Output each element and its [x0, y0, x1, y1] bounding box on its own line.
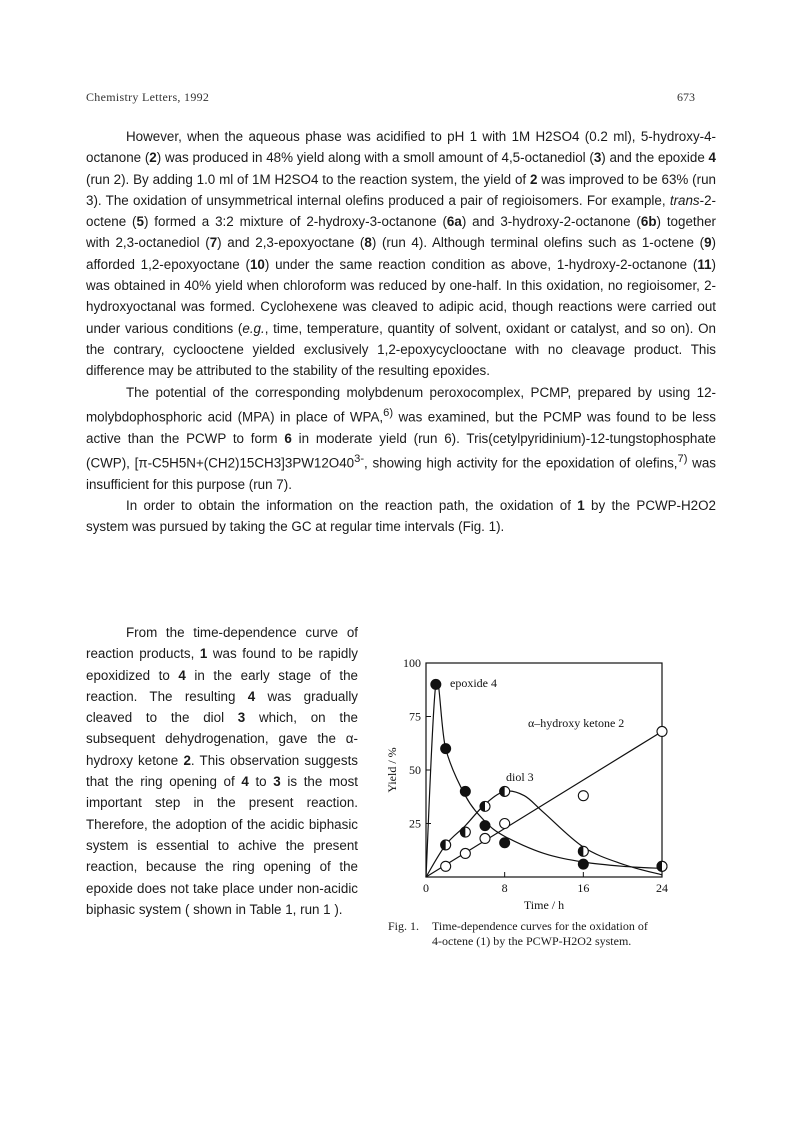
reference-mark: 6) [383, 406, 394, 419]
reference-mark: 7) [677, 452, 688, 465]
compound-number: 2 [183, 752, 191, 768]
text-run: (run 2). By adding 1.0 ml of 1M H2SO4 to the reaction system, the yield of [86, 171, 530, 187]
left-column-text [86, 622, 358, 920]
text-run: ) and the epoxide [601, 150, 709, 166]
y-axis-label: Yield / % [385, 747, 399, 793]
main-text [86, 126, 716, 538]
compound-number: 11 [697, 256, 712, 272]
text-run: , showing high activity for the epoxidation of olefins, [364, 455, 678, 471]
data-point-filled [500, 838, 510, 848]
paragraph-4 [86, 622, 358, 920]
annotation-hydroxy-ketone: α–hydroxy ketone 2 [528, 716, 625, 730]
time-dependence-chart [380, 655, 710, 915]
text-run: to [248, 774, 274, 790]
compound-number: 4 [178, 667, 186, 683]
text-run: was insufficient for this purpose (run 7). [86, 455, 716, 492]
text-run: in the early stage of the reaction. The resulting [86, 667, 358, 704]
compound-number: 1 [199, 646, 208, 662]
x-tick-label: 8 [501, 881, 508, 895]
journal-header: Chemistry Letters, 1992 [86, 90, 210, 104]
compound-number: 4 [708, 150, 716, 166]
text-run: is the most important step in the present reaction. Therefore, the adoption of the acidic biphasic system is essential to achive the present reaction, because the ring opening of the epoxide does not take place under non-acidic biphasic system ( shown in Table 1, run 1 ). [86, 774, 358, 917]
text-run: which, on the subsequent dehydrogenation, gave the α-hydroxy ketone [86, 710, 358, 768]
text-run: , time, temperature, quantity of solvent, oxidant or catalyst, and so on). On the contrary, cyclooctene yielded exclusively 1,2-epoxycyclooctane with no cleavage product. This difference may be attributed to the stability of the resulting epoxides. [86, 320, 716, 379]
x-tick-label: 16 [577, 881, 590, 895]
text-run: ) and 3-hydroxy-2-octanone ( [461, 214, 641, 230]
data-point-open [657, 726, 667, 736]
compound-number: 4 [241, 774, 249, 790]
plot-frame [426, 663, 662, 877]
compound-number: 3 [237, 710, 246, 726]
page-number: 673 [677, 90, 695, 104]
data-point-filled [578, 859, 588, 869]
text-run: . This observation suggests that the ring opening of [86, 752, 358, 790]
compound-number: 2 [529, 171, 538, 187]
text-run: In order to obtain the information on the reaction path, the oxidation of [126, 497, 578, 513]
text-run: was found to be rapidly epoxidized to [86, 646, 358, 683]
text-run: ) and 2,3-epoxyoctane ( [217, 235, 365, 251]
compound-number: 6b [640, 214, 657, 230]
text-run: ) (run 4). Although terminal olefins such as 1-octene ( [371, 235, 705, 251]
text-run: The potential of the corresponding molybdenum peroxocomplex, PCMP, prepared by using 12-molybdophosphoric acid (MPA) in place of WPA, [86, 384, 716, 425]
text-run: ) formed a 3:2 mixture of 2-hydroxy-3-octanone ( [143, 214, 447, 230]
text-run: ) was produced in 48% yield along with a smoll amount of 4,5-octanediol ( [156, 150, 594, 166]
paragraph-1 [86, 126, 716, 382]
compound-number: 4 [247, 688, 256, 704]
series-curve [426, 680, 662, 877]
y-tick-label: 25 [409, 816, 421, 831]
italic-term: trans [669, 192, 700, 208]
compound-number: 7 [209, 235, 218, 251]
paragraph-3 [86, 495, 716, 538]
italic-term: e.g. [242, 320, 265, 336]
figure-label: Fig. 1. [388, 919, 420, 933]
text-run: From the time-dependence curve of reaction products, [86, 625, 358, 662]
caption-line-1: Time-dependence curves for the oxidation of [432, 919, 648, 933]
figure-caption [388, 919, 710, 949]
figure-1 [380, 655, 710, 965]
compound-number: 3 [273, 774, 281, 790]
text-run: was examined, but the PCMP was found to be less active than the PCWP to form [86, 409, 716, 446]
data-point-open [460, 848, 470, 858]
text-run: ) together with 2,3-octanediol ( [86, 214, 716, 251]
text-run: was improved to be 63% (run 3). The oxidation of unsymmetrical internal olefins produced a pair of regioisomers. For example, [86, 171, 716, 208]
caption-line-2: 4-octene (1) by the PCWP-H2O2 system. [432, 934, 632, 948]
y-tick-label: 75 [409, 709, 421, 724]
compound-number: 3 [593, 150, 602, 166]
data-point-open [441, 861, 451, 871]
y-tick-label: 50 [409, 763, 421, 777]
compound-number: 6 [284, 430, 292, 446]
y-tick-label: 100 [403, 656, 421, 670]
paragraph-2 [86, 382, 716, 495]
data-point-open [500, 819, 510, 829]
compound-number: 8 [364, 235, 372, 251]
text-run: However, when the aqueous phase was acidified to pH 1 with 1M H2SO4 (0.2 ml), 5-hydroxy-4-octanone ( [86, 129, 716, 166]
data-point-open [480, 833, 490, 843]
text-run: ) under the same reaction condition as above, 1-hydroxy-2-octanone ( [264, 256, 698, 272]
compound-number: 5 [136, 214, 144, 230]
text-run: ) was obtained in 40% yield when chloroform was reduced by one-half. In this oxidation, no regioisomer, 2-hydroxyoctanal was formed. Cyclohexene was cleaved to adipic acid, though reactions were carried out under various conditions ( [86, 256, 716, 336]
charge-superscript: 3- [354, 452, 365, 465]
data-point-open [578, 791, 588, 801]
text-run: -2-octene ( [86, 192, 716, 230]
compound-number: 6a [446, 214, 462, 230]
data-point-filled [480, 821, 490, 831]
data-point-filled [431, 679, 441, 689]
compound-number: 1 [577, 497, 585, 513]
text-run: was gradually cleaved to the diol [86, 688, 358, 726]
compound-number: 2 [149, 150, 157, 166]
compound-number: 9 [704, 235, 712, 251]
data-point-filled [441, 744, 451, 754]
x-axis-label: Time / h [523, 898, 565, 912]
annotation-diol: diol 3 [506, 770, 534, 784]
text-run: by the PCWP-H2O2 system was pursued by taking the GC at regular time intervals (Fig. 1). [86, 497, 716, 535]
annotation-epoxide: epoxide 4 [450, 676, 497, 690]
text-run: in moderate yield (run 6). Tris(cetylpyridinium)-12-tungstophosphate (CWP), [π-C5H5N+(CH2)15CH3]3PW12O40 [86, 430, 716, 471]
data-point-filled [460, 786, 470, 796]
text-run: ) afforded 1,2-epoxyoctane ( [86, 235, 716, 272]
compound-number: 10 [249, 256, 265, 272]
x-tick-label: 24 [656, 881, 668, 895]
x-tick-label: 0 [423, 881, 429, 895]
